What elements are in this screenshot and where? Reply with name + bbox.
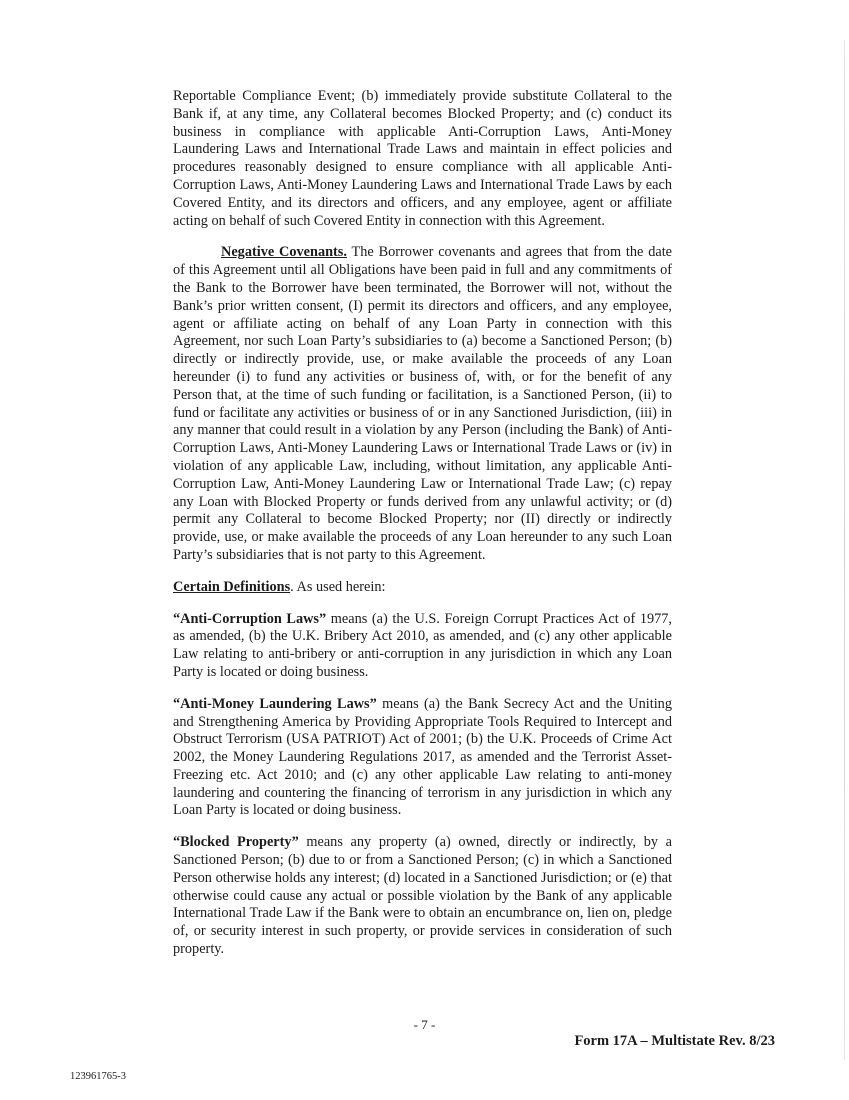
definition-text: means (a) the Bank Secrecy Act and the Uniting and Strengthening America by Providing Appropriate Tools Required to Intercept and Obstruct Terrorism (USA PATRIOT) Act of 2001; (b) the U.K. Proceeds of Crime Act 2002, the Money Laundering Regulations 2017, as amended and the Terrorist Asset-Freezing etc. Act 2010; and (c) any other applicable Law relating to anti-money laundering and countering the financing of terrorism in any jurisdiction in which any Loan Party is located or doing business. [173,695,672,819]
paragraph-continuation: Reportable Compliance Event; (b) immediately provide substitute Collateral to the Bank if, at any time, any Collateral becomes Blocked Property; and (c) conduct its business in compliance with applicable Anti-Corruption Laws, Anti-Money Laundering Laws and International Trade Laws and maintain in effect policies and procedures reasonably designed to ensure compliance with all applicable Anti-Corruption Laws, Anti-Money Laundering Laws and International Trade Laws by each Covered Entity, and its directors and officers, and any employee, agent or affiliate acting on behalf of such Covered Entity in connection with this Agreement. [173,88,672,229]
defined-term: “Anti-Corruption Laws” [173,610,327,627]
definition-anti-corruption-laws [173,611,672,682]
scan-edge [844,40,845,1060]
page-number: - 7 - [413,1017,436,1032]
definition-text: means (a) the U.S. Foreign Corrupt Practices Act of 1977, as amended, (b) the U.K. Bribery Act 2010, as amended, and (c) any other applicable Law relating to anti-bribery or anti-corruption in any jurisdiction in which any Loan Party is located or doing business. [173,610,672,680]
section-heading-certain-definitions: Certain Definitions [173,578,291,595]
definition-blocked-property [173,834,672,959]
defined-term: “Blocked Property” [173,834,299,851]
form-label: Form 17A – Multistate Rev. 8/23 [574,1033,775,1049]
definition-anti-money-laundering-laws [173,696,672,821]
negative-covenants-text: The Borrower covenants and agrees that from the date of this Agreement until all Obligations have been paid in full and any commitments of the Bank to the Borrower have been terminated, the Borrower will not, without the Bank’s prior written consent, (I) permit its directors and officers, and any employee, agent or affiliate acting on behalf of any Loan Party in connection with this Agreement, nor such Loan Party’s subsidiaries to (a) become a Sanctioned Person; (b) directly or indirectly provide, use, or make available the proceeds of any Loan hereunder (i) to fund any activities or business of, with, or for the benefit of any Person that, at the time of such funding or facilitation, is a Sanctioned Person, (ii) to fund or facilitate any activities or business of or in any Sanctioned Jurisdiction, (iii) in any manner that could result in a violation by any Person (including the Bank) of Anti-Corruption Laws, Anti-Money Laundering Laws or International Trade Laws or (iv) in violation of any applicable Law, including, without limitation, any applicable Anti-Corruption Law, Anti-Money Laundering Law or International Trade Law; (c) repay any Loan with Blocked Property or funds derived from any unlawful activity; or (d) permit any Collateral to become Blocked Property; nor (II) directly or indirectly provide, use, or make available the proceeds of any Loan hereunder to any such Loan Party’s subsidiaries that is not party to this Agreement. [173,244,673,563]
document-body [173,88,672,973]
definition-text: means any property (a) owned, directly or indirectly, by a Sanctioned Person; (b) due to or from a Sanctioned Person; (c) in which a Sanctioned Person otherwise holds any interest; (d) located in a Sanctioned Jurisdiction; or (e) that otherwise could cause any actual or possible violation by the Bank of any applicable International Trade Law if the Bank were to obtain an encumbrance on, lien on, pledge of, or security interest in such property, or provide services in consideration of such property. [173,834,672,958]
document-id: 123961765-3 [70,1071,126,1082]
defined-term: “Anti-Money Laundering Laws” [173,695,377,712]
paragraph-negative-covenants [173,244,672,564]
section-heading-negative-covenants: Negative Covenants. [221,244,347,261]
paragraph-certain-definitions [173,579,672,597]
certain-definitions-text: . As used herein: [290,578,386,595]
